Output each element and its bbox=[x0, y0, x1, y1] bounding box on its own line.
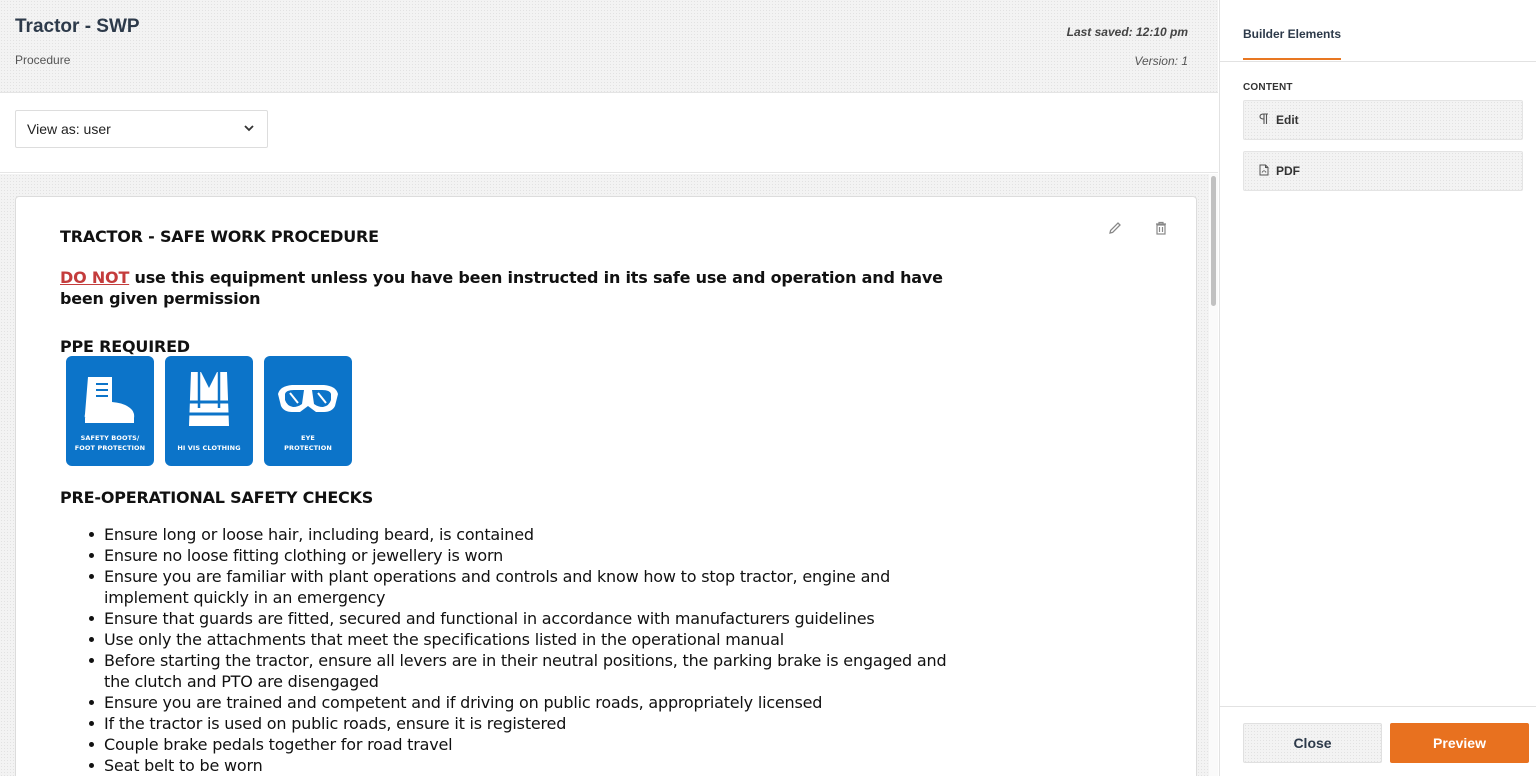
last-saved-status: Last saved: 12:10 pm bbox=[1066, 25, 1188, 39]
procedure-title: TRACTOR - SAFE WORK PROCEDURE bbox=[60, 227, 379, 246]
ppe-caption: FOOT PROTECTION bbox=[74, 444, 146, 452]
boot-icon bbox=[78, 368, 142, 428]
list-item: Ensure you are trained and competent and if driving on public roads, appropriately licensed bbox=[104, 692, 960, 713]
trash-icon[interactable] bbox=[1150, 217, 1172, 239]
content-area bbox=[0, 174, 1209, 776]
version-label: Version: 1 bbox=[1134, 54, 1188, 68]
ppe-safety-boots bbox=[66, 356, 154, 466]
preview-button[interactable]: Preview bbox=[1390, 723, 1529, 763]
list-item: Seat belt to be worn bbox=[104, 755, 960, 776]
panel-footer bbox=[1220, 706, 1536, 776]
ppe-heading: PPE REQUIRED bbox=[60, 337, 190, 356]
procedure-content bbox=[60, 227, 960, 776]
warning-body: use this equipment unless you have been instructed in its safe use and operation and have been given permission bbox=[60, 268, 943, 308]
divider bbox=[1220, 61, 1536, 62]
ppe-caption: PROTECTION bbox=[284, 444, 332, 452]
edit-pencil-icon[interactable] bbox=[1104, 217, 1126, 239]
procedure-card[interactable] bbox=[15, 196, 1197, 776]
ppe-list bbox=[66, 356, 960, 466]
ppe-caption: HI VIS CLOTHING bbox=[177, 444, 241, 452]
list-item: Use only the attachments that meet the specifications listed in the operational manual bbox=[104, 629, 960, 650]
ppe-eye-protection bbox=[264, 356, 352, 466]
ppe-caption: SAFETY BOOTS/ bbox=[80, 434, 140, 442]
hi-vis-vest-icon bbox=[177, 368, 241, 430]
ppe-caption: EYE bbox=[301, 434, 315, 442]
list-item: Ensure you are familiar with plant operations and controls and know how to stop tractor, engine and implement quickly in an emergency bbox=[104, 566, 960, 608]
document-type: Procedure bbox=[15, 53, 71, 67]
close-button[interactable]: Close bbox=[1243, 723, 1382, 763]
goggles-icon bbox=[276, 368, 340, 428]
pdf-element-button[interactable] bbox=[1243, 151, 1523, 191]
warning-emphasis: DO NOT bbox=[60, 268, 130, 287]
scrollbar-thumb[interactable] bbox=[1211, 176, 1216, 306]
list-item: Couple brake pedals together for road travel bbox=[104, 734, 960, 755]
list-item: Ensure that guards are fitted, secured and functional in accordance with manufacturers guidelines bbox=[104, 608, 960, 629]
view-as-value: View as: user bbox=[27, 121, 111, 137]
chevron-down-icon bbox=[242, 121, 256, 138]
pdf-element-label: PDF bbox=[1276, 164, 1300, 178]
tab-builder-elements[interactable]: Builder Elements bbox=[1243, 27, 1341, 60]
list-item: Ensure long or loose hair, including beard, is contained bbox=[104, 524, 960, 545]
card-actions bbox=[1104, 217, 1172, 239]
warning-text bbox=[60, 267, 960, 309]
builder-panel bbox=[1219, 0, 1536, 776]
list-item: If the tractor is used on public roads, ensure it is registered bbox=[104, 713, 960, 734]
edit-element-label: Edit bbox=[1276, 113, 1299, 127]
content-section-label: CONTENT bbox=[1243, 82, 1293, 93]
edit-element-button[interactable] bbox=[1243, 100, 1523, 140]
list-item: Before starting the tractor, ensure all levers are in their neutral positions, the parking brake is engaged and the clutch and PTO are disengaged bbox=[104, 650, 960, 692]
ppe-hi-vis bbox=[165, 356, 253, 466]
paragraph-icon bbox=[1259, 113, 1269, 128]
view-bar bbox=[0, 93, 1218, 173]
page-title: Tractor - SWP bbox=[15, 16, 140, 37]
list-item: Ensure no loose fitting clothing or jewellery is worn bbox=[104, 545, 960, 566]
document-header bbox=[0, 0, 1218, 93]
checks-heading: PRE-OPERATIONAL SAFETY CHECKS bbox=[60, 488, 374, 507]
content-scrollbar[interactable] bbox=[1209, 174, 1218, 776]
view-as-select[interactable] bbox=[15, 110, 268, 148]
pdf-file-icon bbox=[1259, 164, 1269, 179]
checks-list bbox=[104, 524, 960, 776]
